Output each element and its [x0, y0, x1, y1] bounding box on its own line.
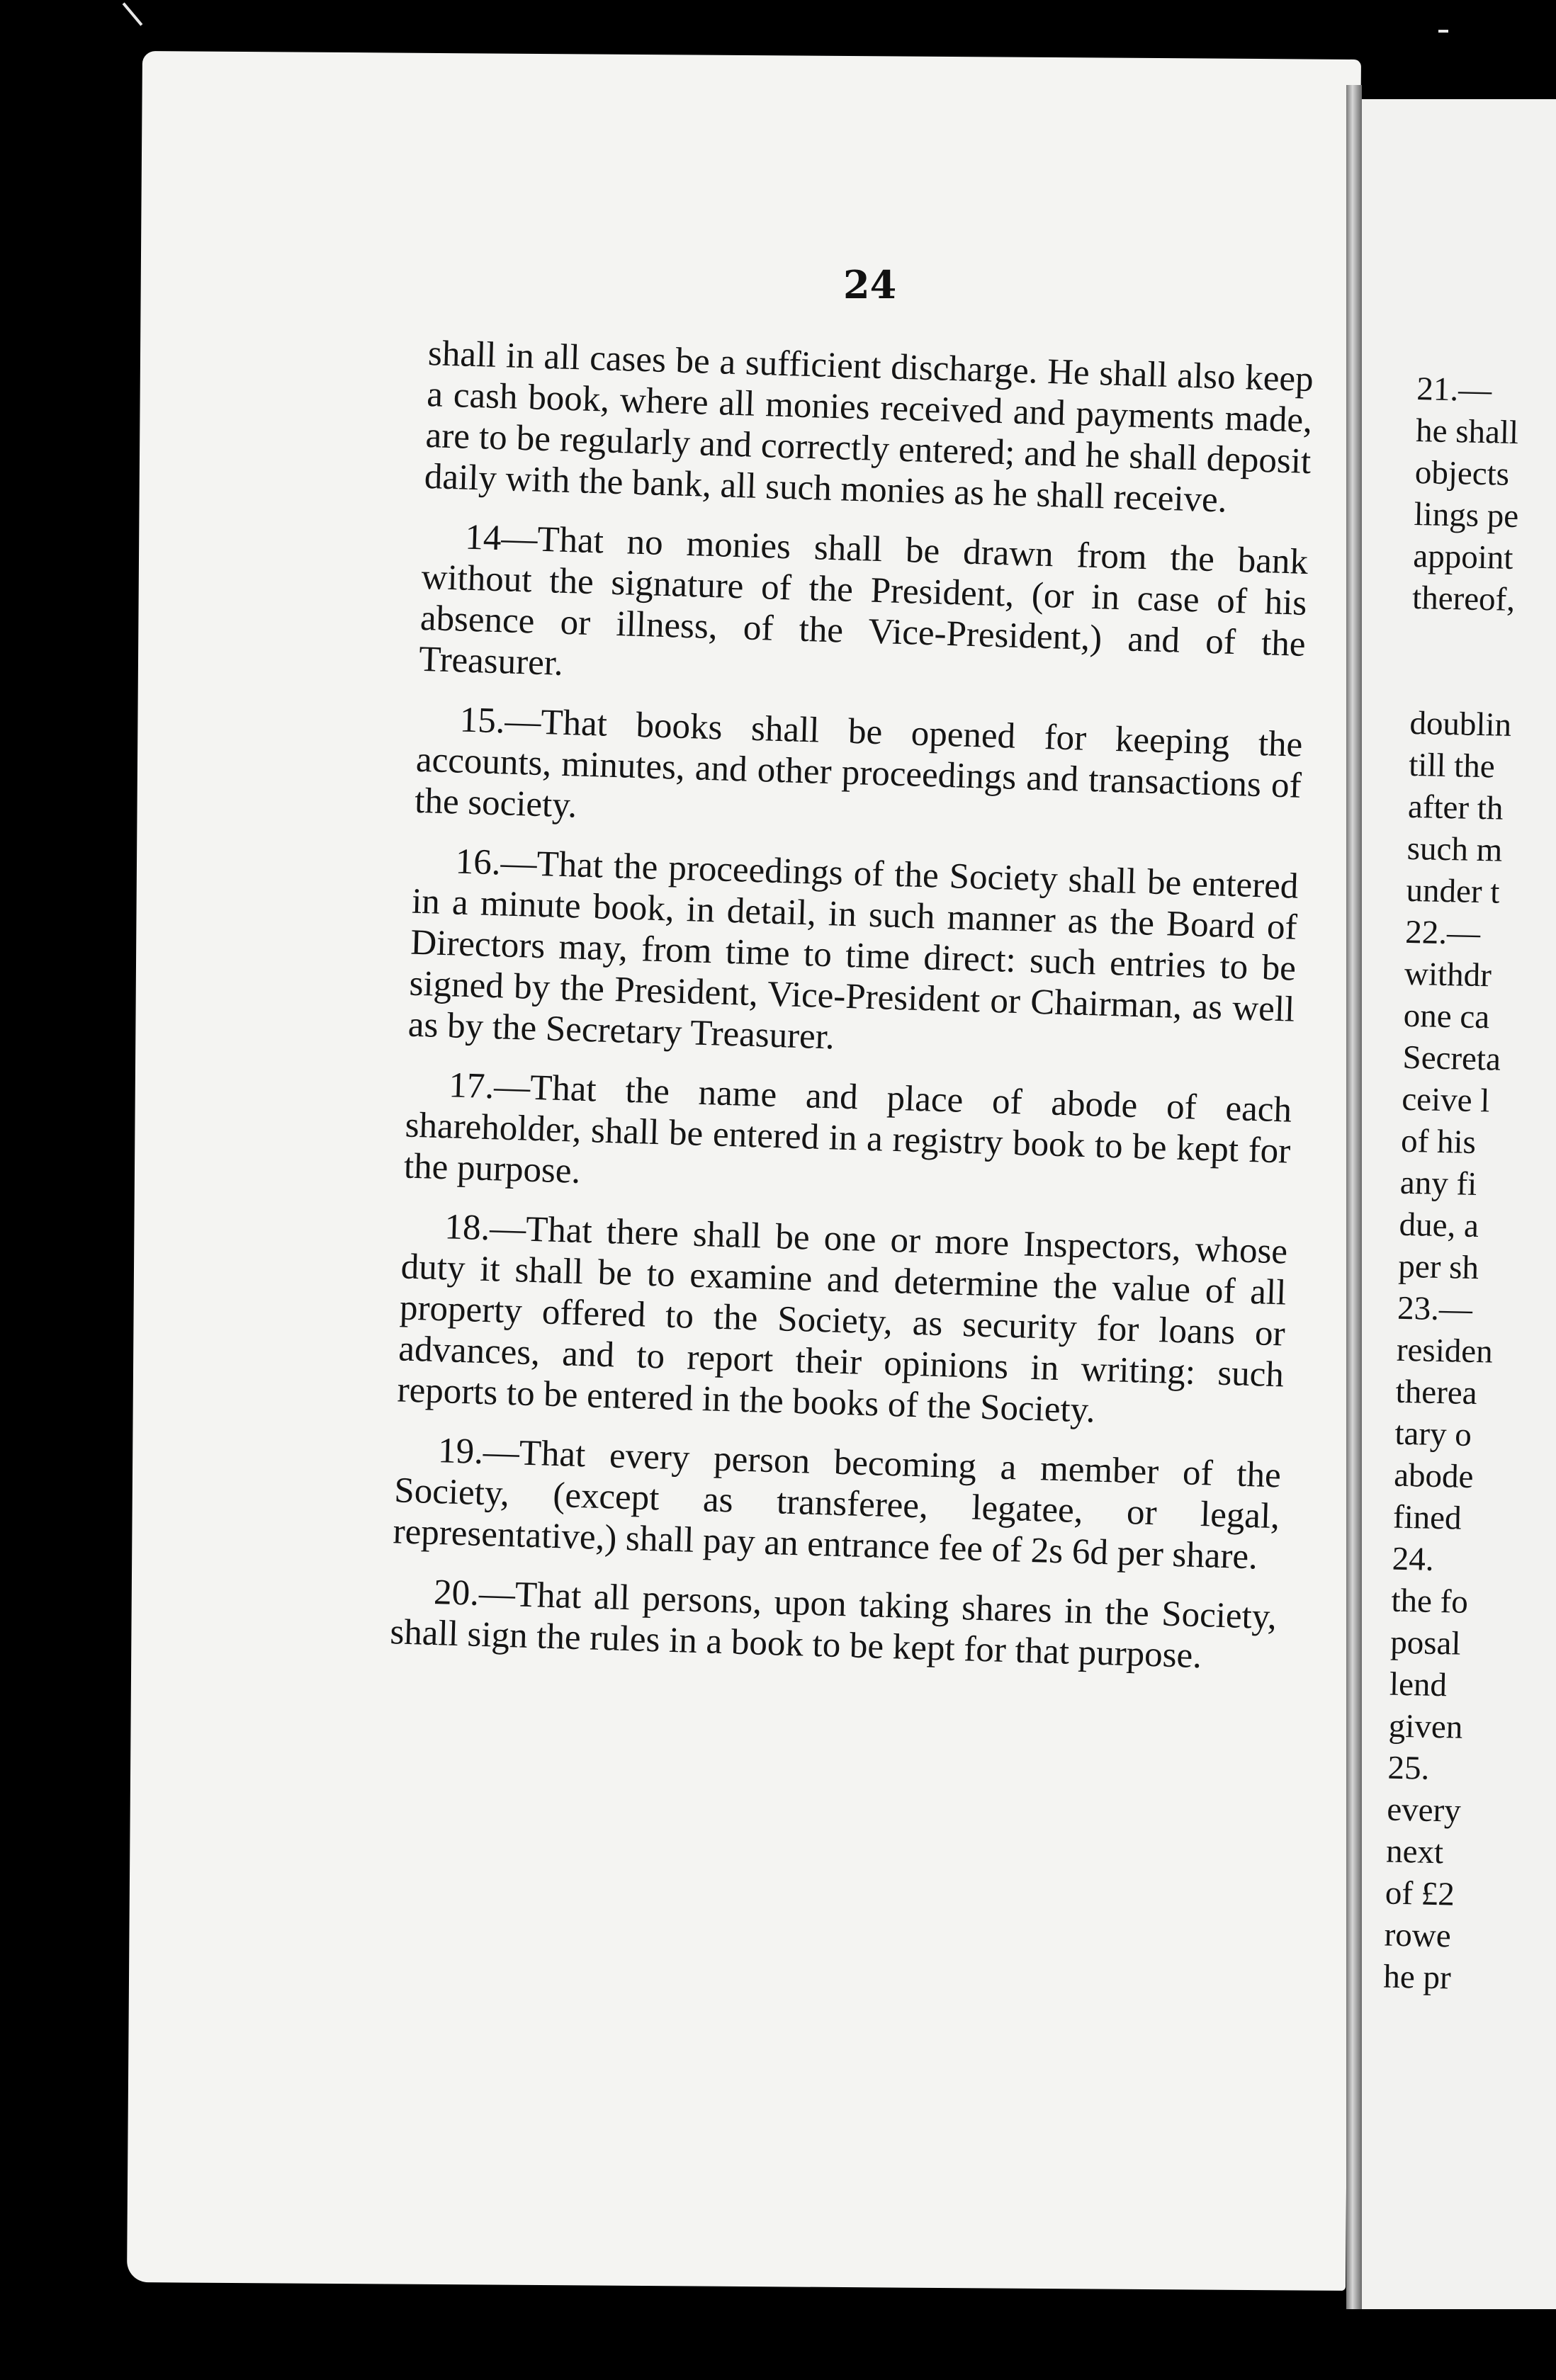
book-gutter	[1346, 85, 1362, 2309]
facing-page-line: lings pe	[1414, 495, 1519, 536]
facing-page-line: 21.—	[1416, 370, 1492, 409]
facing-page-line: lend	[1389, 1665, 1448, 1704]
page-number: 24	[843, 262, 897, 307]
scan-scratch	[123, 2, 143, 26]
facing-page-line: per sh	[1397, 1247, 1479, 1287]
facing-page-line: tary o	[1394, 1415, 1472, 1454]
rule-16: 16.—That the proceedings of the Society shall be entered in a minute book, in detail, in such manner as the Board of Directors may, from time to time direct: such entries to be signed by the President, Vice-President or Chairman, as well as by the Secretary Treasurer.	[407, 842, 1300, 1058]
facing-page-line: he pr	[1382, 1958, 1452, 1997]
facing-page-line: fined	[1392, 1498, 1462, 1537]
rule-17: 17.—That the name and place of abode of each shareholder, shall be entered in a registry book to be kept for the purpose.	[403, 1065, 1292, 1191]
facing-page-line: 24.	[1392, 1540, 1435, 1578]
facing-page-line: given	[1388, 1707, 1463, 1746]
facing-page-line: doublin	[1409, 704, 1512, 744]
facing-page-line	[1410, 661, 1556, 706]
facing-page-line: of his	[1400, 1122, 1477, 1161]
page-text	[389, 333, 1314, 1697]
facing-page-line: withdr	[1404, 955, 1492, 994]
facing-page-line: appoint	[1412, 537, 1513, 577]
facing-page-line: every	[1386, 1791, 1462, 1830]
rule-18: 18.—That there shall be one or more Inspectors, whose duty it shall be to examine and determine the value of all property offered to the Society, as security for loans or advances, and to report their opinions in writing: such reports to be entered in the books of the Society.	[396, 1207, 1288, 1431]
facing-page-line: thereof,	[1411, 579, 1516, 618]
facing-page-line: the fo	[1391, 1582, 1469, 1621]
facing-page-line: posal	[1389, 1624, 1462, 1662]
facing-page-line: such m	[1406, 829, 1503, 869]
facing-page-line: any fi	[1399, 1164, 1477, 1203]
facing-page-line: after th	[1407, 788, 1504, 827]
facing-page-line: of £2	[1385, 1874, 1455, 1913]
facing-page-line: till the	[1408, 746, 1496, 786]
facing-page-line: under t	[1406, 871, 1500, 911]
facing-page-line: objects	[1414, 453, 1510, 493]
facing-page-line	[1411, 619, 1556, 664]
paragraph-continued: shall in all cases be a sufficient discharge. He shall also keep a cash book, where all monies received and payments made, are to be regularly and correctly entered; and he shall deposit daily with the bank, all such monies as he shall receive.	[424, 333, 1314, 521]
rule-19: 19.—That every person becoming a member of the Society, (except as transferee, legatee, or legal, representative,) shall pay an entrance fee of 2s 6d per share.	[392, 1431, 1282, 1577]
scan-scratch	[1438, 30, 1448, 33]
facing-page-line: 23.—	[1397, 1289, 1473, 1328]
facing-page-line: 22.—	[1404, 913, 1481, 953]
facing-page-line: next	[1385, 1832, 1444, 1871]
facing-page-line: rowe	[1384, 1916, 1452, 1955]
facing-page-line: therea	[1395, 1373, 1478, 1412]
facing-page-line: ceive l	[1401, 1080, 1490, 1120]
facing-page-line: he shall	[1415, 412, 1519, 452]
facing-page-line: residen	[1396, 1331, 1494, 1371]
rule-14: 14—That no monies shall be drawn from the bank without the signature of the President, (or in case of his absence or illness, of the Vice-President,) and of the Treasurer.	[418, 517, 1309, 684]
facing-page-line: abode	[1393, 1456, 1475, 1496]
rule-20: 20.—That all persons, upon taking shares in the Society, shall sign the rules in a book to be kept for that purpose.	[389, 1572, 1278, 1677]
facing-page-line: 25.	[1387, 1749, 1430, 1787]
facing-page-line: Secreta	[1402, 1038, 1501, 1078]
facing-page-line: one ca	[1403, 997, 1490, 1036]
facing-page-line: due, a	[1399, 1206, 1479, 1245]
rule-15: 15.—That books shall be opened for keeping the accounts, minutes, and other proceedings and transactions of the society.	[414, 700, 1304, 826]
